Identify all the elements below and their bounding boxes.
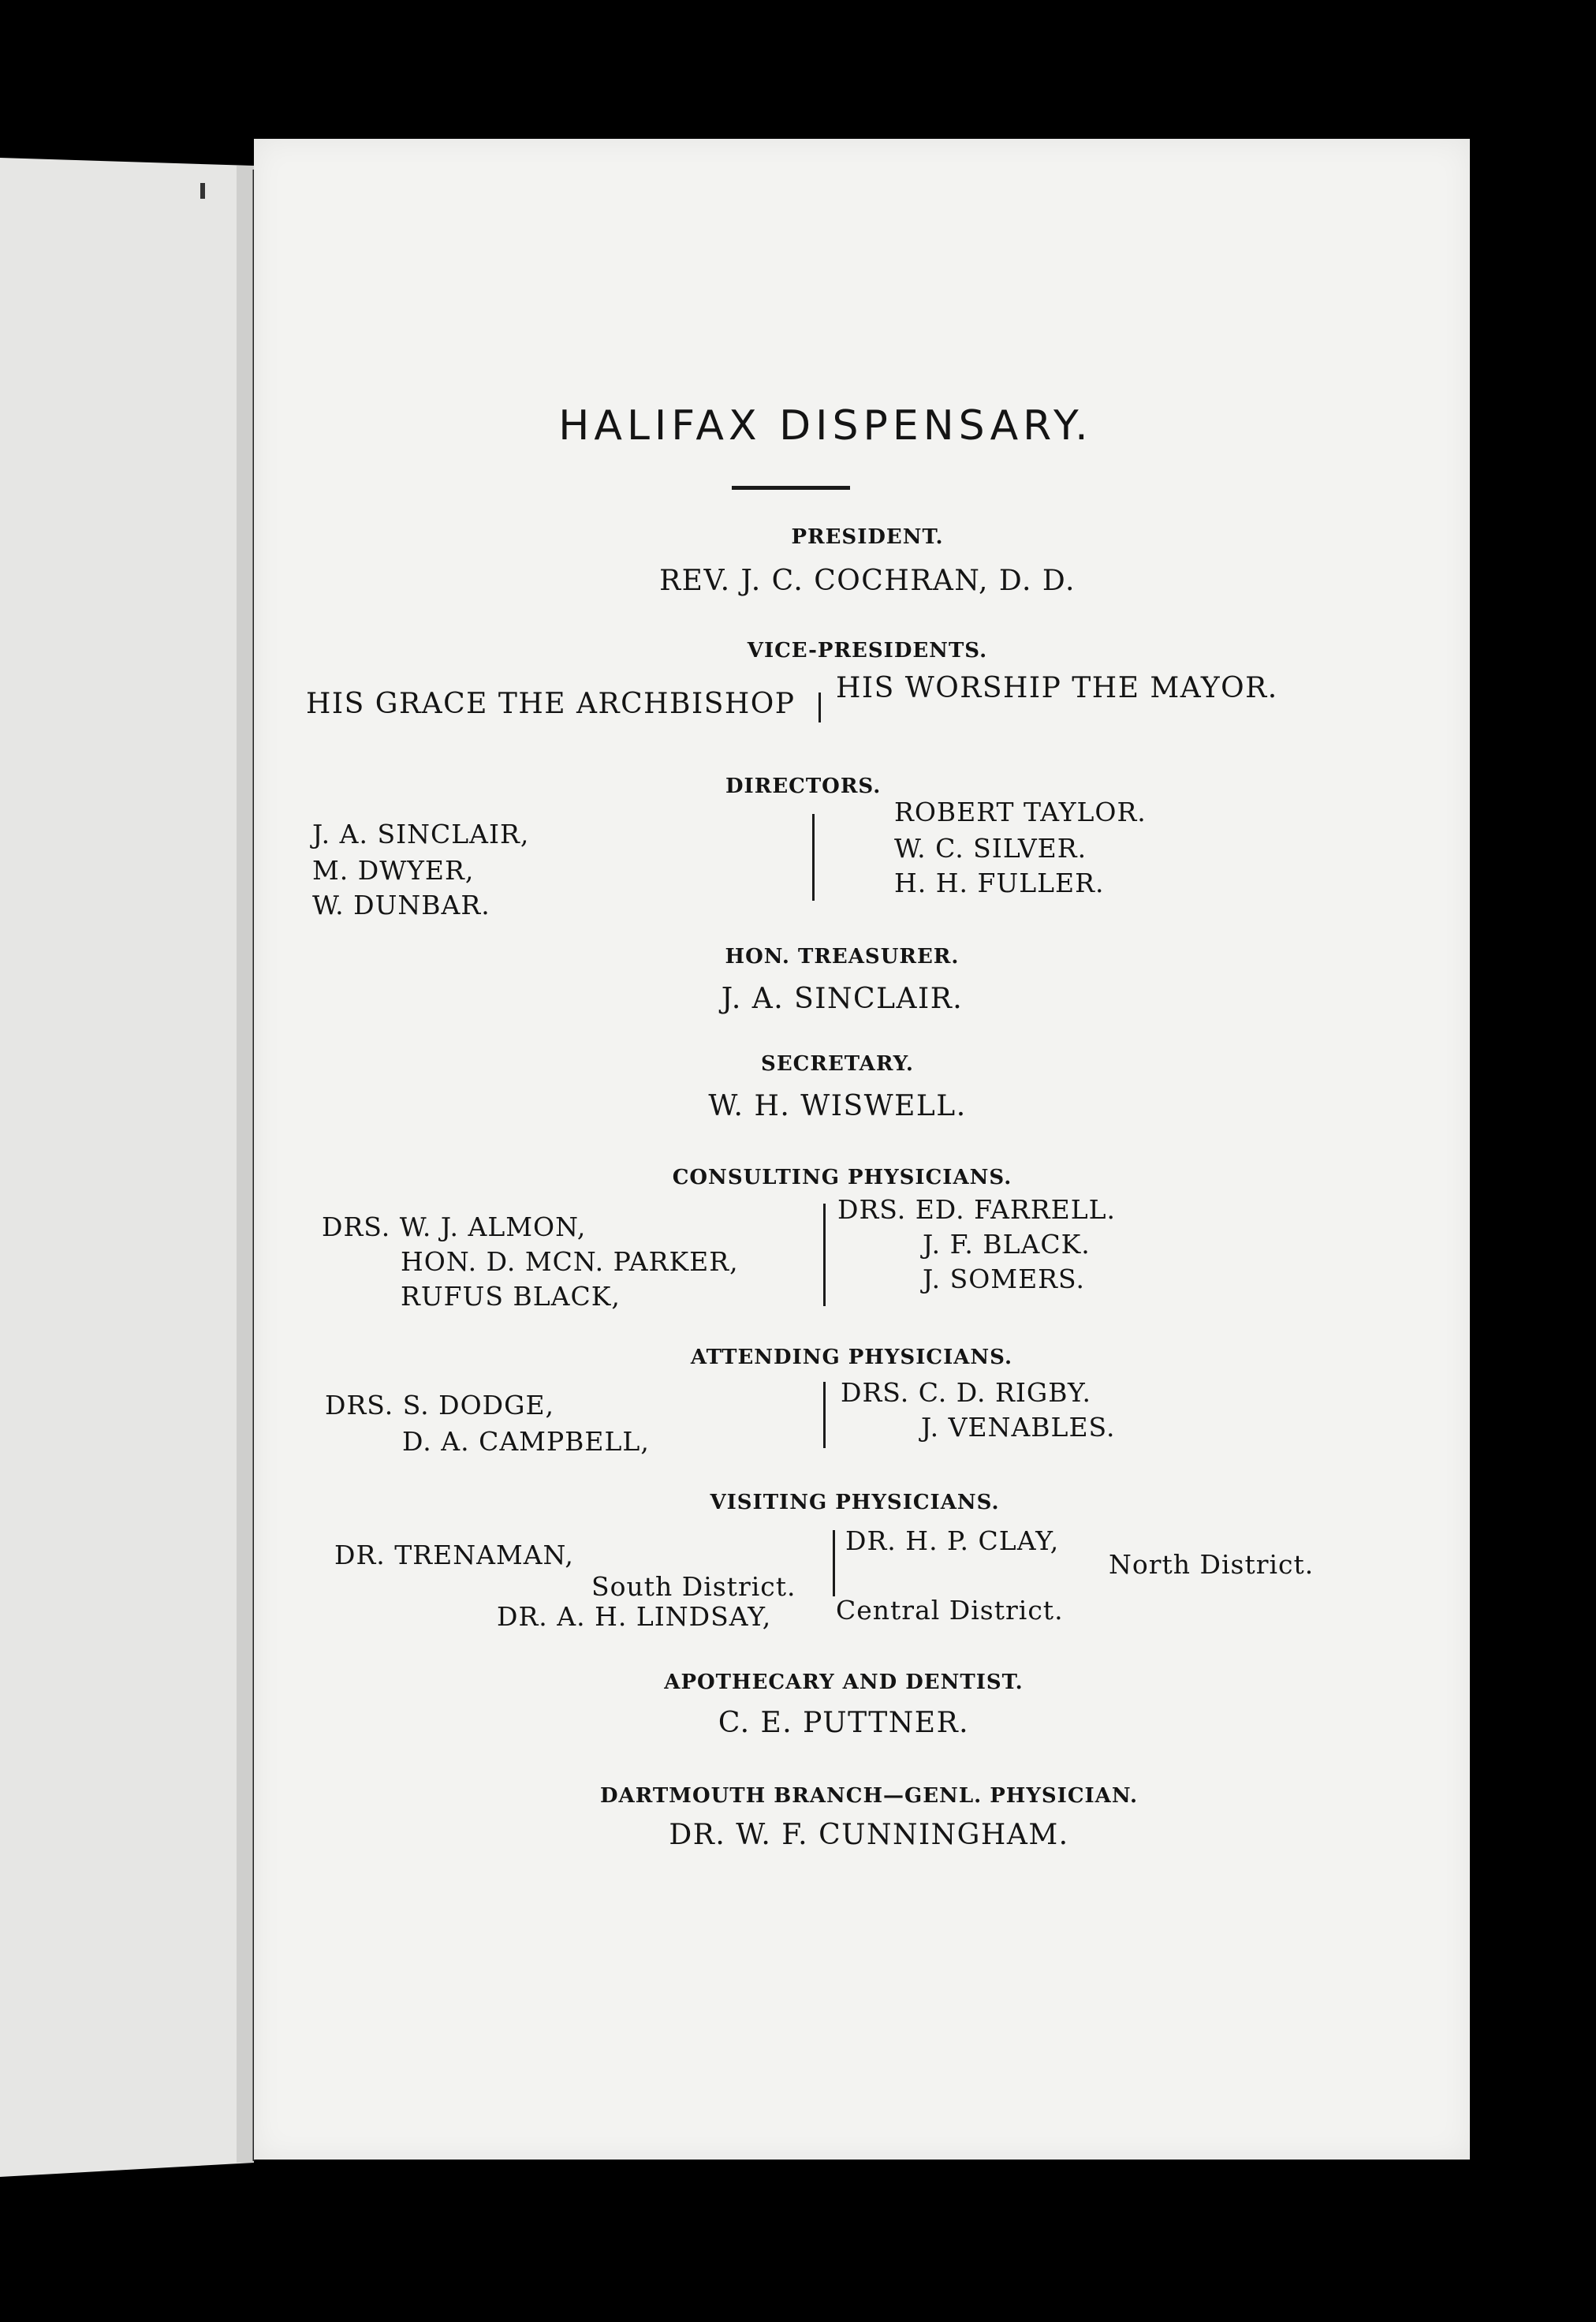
directors-heading: DIRECTORS. — [725, 775, 882, 798]
director-right-2: W. C. SILVER. — [894, 833, 1087, 864]
director-left-3: W. DUNBAR. — [312, 890, 490, 920]
director-left-1: J. A. SINCLAIR, — [312, 819, 530, 849]
treasurer-name: J. A. SINCLAIR. — [721, 983, 964, 1015]
director-right-3: H. H. FULLER. — [894, 868, 1105, 898]
vice-presidents-heading: VICE-PRESIDENTS. — [747, 639, 988, 663]
consulting-right-1: DRS. ED. FARRELL. — [837, 1194, 1117, 1225]
president-heading: PRESIDENT. — [791, 525, 944, 549]
consulting-heading: CONSULTING PHYSICIANS. — [672, 1166, 1012, 1189]
directors-divider — [812, 814, 815, 901]
secretary-name: W. H. WISWELL. — [708, 1090, 967, 1122]
visiting-left-name: DR. TRENAMAN, — [334, 1540, 574, 1570]
apothecary-name: C. E. PUTTNER. — [718, 1707, 970, 1739]
attending-right-2: J. VENABLES. — [921, 1412, 1116, 1443]
visiting-center-district: Central District. — [836, 1595, 1064, 1626]
dartmouth-physician: DR. W. F. CUNNINGHAM. — [669, 1819, 1069, 1851]
consulting-left-1: DRS. W. J. ALMON, — [322, 1211, 587, 1242]
page-title: HALIFAX DISPENSARY. — [558, 402, 1093, 450]
visiting-divider — [833, 1530, 835, 1596]
vice-president-right: HIS WORSHIP THE MAYOR. — [836, 672, 1278, 704]
apothecary-heading: APOTHECARY AND DENTIST. — [664, 1671, 1024, 1694]
attending-heading: ATTENDING PHYSICIANS. — [690, 1346, 1013, 1369]
page-gutter-shadow — [237, 166, 254, 2163]
attending-divider — [823, 1382, 826, 1448]
consulting-right-2: J. F. BLACK. — [923, 1229, 1091, 1260]
director-left-2: M. DWYER, — [312, 855, 475, 886]
attending-right-1: DRS. C. D. RIGBY. — [841, 1377, 1091, 1408]
visiting-right-district: North District. — [1109, 1549, 1314, 1580]
consulting-left-3: RUFUS BLACK, — [401, 1281, 621, 1312]
vice-president-left: HIS GRACE THE ARCHBISHOP — [306, 688, 796, 720]
title-rule — [732, 486, 850, 490]
secretary-heading: SECRETARY. — [761, 1052, 914, 1076]
visiting-heading: VISITING PHYSICIANS. — [710, 1491, 1000, 1514]
attending-left-1: DRS. S. DODGE, — [325, 1390, 555, 1420]
dartmouth-heading: DARTMOUTH BRANCH—GENL. PHYSICIAN. — [599, 1784, 1139, 1808]
president-name: REV. J. C. COCHRAN, D. D. — [659, 565, 1076, 597]
consulting-divider — [823, 1204, 826, 1306]
treasurer-heading: HON. TREASURER. — [725, 945, 960, 969]
visiting-left-district: South District. — [591, 1571, 796, 1602]
visiting-right-name: DR. H. P. CLAY, — [845, 1525, 1060, 1556]
director-right-1: ROBERT TAYLOR. — [894, 797, 1147, 827]
consulting-left-2: HON. D. MCN. PARKER, — [401, 1246, 739, 1277]
page-edge-mark — [200, 183, 205, 199]
visiting-center-name: DR. A. H. LINDSAY, — [497, 1601, 772, 1632]
attending-left-2: D. A. CAMPBELL, — [402, 1426, 650, 1457]
vice-presidents-divider — [819, 692, 821, 722]
consulting-right-3: J. SOMERS. — [923, 1264, 1085, 1294]
